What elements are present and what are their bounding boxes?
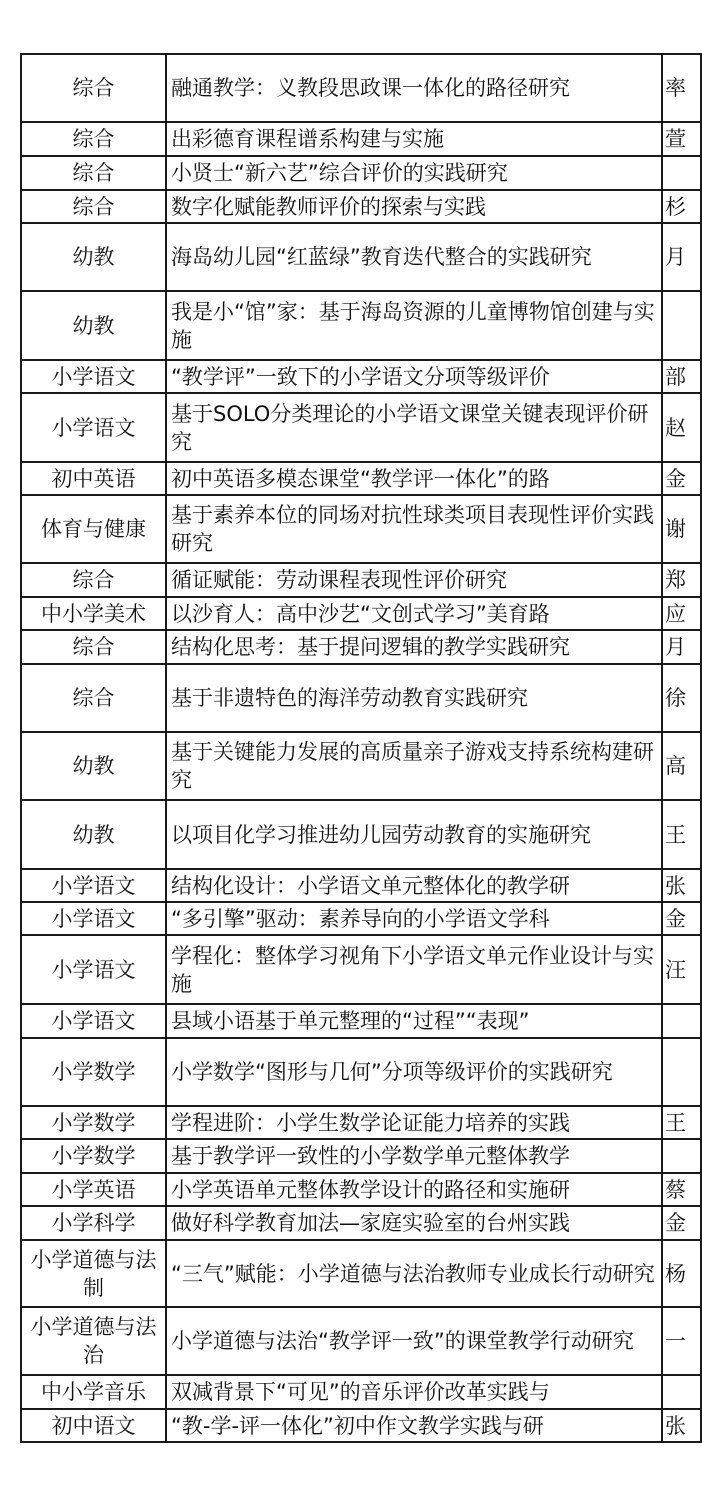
truncated-cell: 张 <box>662 869 701 902</box>
category-cell: 中小学美术 <box>21 597 166 630</box>
project-title-text: 小学道德与法治“教学评一致”的课堂教学行动研究 <box>171 1329 634 1353</box>
project-title-cell <box>166 462 662 495</box>
table-row <box>21 291 701 360</box>
project-title-cell <box>166 563 662 597</box>
table-row <box>21 1139 701 1173</box>
category-cell: 综合 <box>21 664 166 732</box>
project-title-cell <box>166 1375 662 1409</box>
table-row <box>21 1307 701 1375</box>
category-cell: 小学语文 <box>21 902 166 935</box>
table-row <box>21 190 701 223</box>
project-title-cell <box>166 1206 662 1240</box>
truncated-cell <box>662 156 701 190</box>
project-title-cell <box>166 800 662 869</box>
category-cell: 小学数学 <box>21 1106 166 1139</box>
truncated-cell: 应 <box>662 597 701 630</box>
project-title-cell <box>166 54 662 122</box>
truncated-cell <box>662 1038 701 1106</box>
table-body <box>21 54 701 1442</box>
truncated-cell: 萱 <box>662 122 701 156</box>
project-title-cell <box>166 223 662 291</box>
project-title-cell <box>166 869 662 902</box>
category-cell: 小学语文 <box>21 869 166 902</box>
truncated-cell: 赵 <box>662 393 701 462</box>
table-row <box>21 360 701 393</box>
truncated-cell: 一 <box>662 1307 701 1375</box>
project-title-text: 基于关键能力发展的高质量亲子游戏支持系统构建研究 <box>171 740 654 792</box>
project-title-text: 双减背景下“可见”的音乐评价改革实践与 <box>171 1380 550 1404</box>
category-cell: 综合 <box>21 122 166 156</box>
truncated-cell: 杉 <box>662 190 701 223</box>
table-row <box>21 1038 701 1106</box>
table-row <box>21 495 701 563</box>
table-row <box>21 1106 701 1139</box>
truncated-cell: 王 <box>662 800 701 869</box>
category-cell: 小学数学 <box>21 1139 166 1173</box>
table-row <box>21 630 701 664</box>
project-title-cell <box>166 630 662 664</box>
truncated-cell: 王 <box>662 1106 701 1139</box>
truncated-cell: 率 <box>662 54 701 122</box>
project-title-text: 以项目化学习推进幼儿园劳动教育的实施研究 <box>171 822 591 847</box>
table-row <box>21 563 701 597</box>
table-row <box>21 597 701 630</box>
table-row <box>21 732 701 800</box>
category-cell: 小学语文 <box>21 1004 166 1038</box>
truncated-cell: 张 <box>662 1409 701 1442</box>
project-title-text: 基于素养本位的同场对抗性球类项目表现性评价实践研究 <box>171 503 654 555</box>
category-cell: 综合 <box>21 190 166 223</box>
table-row <box>21 223 701 291</box>
category-cell: 小学道德与法治 <box>21 1307 166 1375</box>
table-row <box>21 122 701 156</box>
project-title-text: 循证赋能：劳动课程表现性评价研究 <box>171 568 507 592</box>
project-title-cell <box>166 1240 662 1307</box>
truncated-cell: 杨 <box>662 1240 701 1307</box>
project-title-text: 基于教学评一致性的小学数学单元整体教学 <box>171 1144 570 1168</box>
table-row <box>21 664 701 732</box>
project-title-cell <box>166 1038 662 1106</box>
project-title-cell <box>166 1409 662 1442</box>
table-row <box>21 156 701 190</box>
category-cell: 综合 <box>21 630 166 664</box>
project-title-cell <box>166 122 662 156</box>
project-title-text: 做好科学教育加法—家庭实验室的台州实践 <box>171 1211 570 1235</box>
category-cell: 小学科学 <box>21 1206 166 1240</box>
project-title-cell <box>166 291 662 360</box>
project-title-cell <box>166 935 662 1004</box>
truncated-cell <box>662 291 701 360</box>
project-title-text: 小贤士“新六艺”综合评价的实践研究 <box>171 161 508 185</box>
truncated-cell: 汪 <box>662 935 701 1004</box>
project-title-cell <box>166 664 662 732</box>
truncated-cell: 金 <box>662 1206 701 1240</box>
project-title-cell <box>166 1106 662 1139</box>
project-title-text: “三气”赋能：小学道德与法治教师专业成长行动研究 <box>171 1261 655 1286</box>
project-title-cell <box>166 495 662 563</box>
table-row <box>21 800 701 869</box>
truncated-cell <box>662 1375 701 1409</box>
table-row <box>21 393 701 462</box>
project-title-cell <box>166 732 662 800</box>
table-row <box>21 1409 701 1442</box>
truncated-cell <box>662 1004 701 1038</box>
category-cell: 小学数学 <box>21 1038 166 1106</box>
project-title-text: 海岛幼儿园“红蓝绿”教育迭代整合的实践研究 <box>171 245 592 269</box>
project-title-text: 融通教学：义教段思政课一体化的路径研究 <box>171 76 570 100</box>
project-title-text: 结构化思考：基于提问逻辑的教学实践研究 <box>171 635 570 659</box>
table-row <box>21 1173 701 1206</box>
project-title-text: 数字化赋能教师评价的探索与实践 <box>171 194 486 219</box>
category-cell: 小学语文 <box>21 935 166 1004</box>
category-cell: 初中英语 <box>21 462 166 495</box>
truncated-cell: 高 <box>662 732 701 800</box>
category-cell: 体育与健康 <box>21 495 166 563</box>
truncated-cell: 月 <box>662 630 701 664</box>
truncated-cell: 金 <box>662 462 701 495</box>
category-cell: 综合 <box>21 563 166 597</box>
project-title-cell <box>166 1173 662 1206</box>
truncated-cell: 郑 <box>662 563 701 597</box>
project-title-text: 学程化：整体学习视角下小学语文单元作业设计与实施 <box>171 943 654 996</box>
truncated-cell: 部 <box>662 360 701 393</box>
category-cell: 幼教 <box>21 732 166 800</box>
project-title-text: 县域小语基于单元整理的“过程”“表现” <box>171 1009 530 1033</box>
project-title-text: 小学数学“图形与几何”分项等级评价的实践研究 <box>171 1060 613 1084</box>
category-cell: 综合 <box>21 54 166 122</box>
category-cell: 中小学音乐 <box>21 1375 166 1409</box>
truncated-cell: 谢 <box>662 495 701 563</box>
project-title-cell <box>166 1307 662 1375</box>
project-title-cell <box>166 190 662 223</box>
category-cell: 综合 <box>21 156 166 190</box>
project-title-text: 基于SOLO分类理论的小学语文课堂关键表现评价研究 <box>171 401 649 454</box>
project-title-text: 小学英语单元整体教学设计的路径和实施研 <box>171 1177 570 1202</box>
truncated-cell <box>662 1139 701 1173</box>
category-cell: 小学道德与法制 <box>21 1240 166 1307</box>
project-title-text: 基于非遗特色的海洋劳动教育实践研究 <box>171 686 528 710</box>
project-title-text: “教-学-评一体化”初中作文教学实践与研 <box>171 1413 544 1438</box>
category-cell: 初中语文 <box>21 1409 166 1442</box>
truncated-cell: 月 <box>662 223 701 291</box>
table-row <box>21 1375 701 1409</box>
project-title-cell <box>166 902 662 935</box>
project-title-cell <box>166 1139 662 1173</box>
table-row <box>21 54 701 122</box>
truncated-cell: 蔡 <box>662 1173 701 1206</box>
category-cell: 小学语文 <box>21 360 166 393</box>
category-cell: 幼教 <box>21 291 166 360</box>
truncated-cell: 徐 <box>662 664 701 732</box>
project-title-cell <box>166 1004 662 1038</box>
project-title-text: 初中英语多模态课堂“教学评一体化”的路 <box>171 466 550 491</box>
truncated-cell: 金 <box>662 902 701 935</box>
table-row <box>21 935 701 1004</box>
project-title-text: “多引擎”驱动：素养导向的小学语文学科 <box>171 906 550 931</box>
project-title-text: 出彩德育课程谱系构建与实施 <box>171 127 444 151</box>
project-title-text: 结构化设计：小学语文单元整体化的教学研 <box>171 873 570 898</box>
project-title-text: 以沙育人：高中沙艺“文创式学习”美育路 <box>171 601 550 626</box>
project-title-cell <box>166 393 662 462</box>
table-row <box>21 1004 701 1038</box>
project-title-text: 学程进阶：小学生数学论证能力培养的实践 <box>171 1110 570 1135</box>
table-row <box>21 1240 701 1307</box>
table-row <box>21 902 701 935</box>
project-title-cell <box>166 360 662 393</box>
project-title-text: “教学评”一致下的小学语文分项等级评价 <box>171 364 550 389</box>
project-title-text: 我是小“馆”家：基于海岛资源的儿童博物馆创建与实施 <box>171 299 655 352</box>
category-cell: 小学英语 <box>21 1173 166 1206</box>
table-row <box>21 1206 701 1240</box>
category-cell: 幼教 <box>21 223 166 291</box>
project-title-cell <box>166 597 662 630</box>
category-cell: 小学语文 <box>21 393 166 462</box>
project-title-cell <box>166 156 662 190</box>
category-cell: 幼教 <box>21 800 166 869</box>
table-row <box>21 869 701 902</box>
document-table <box>20 53 702 1443</box>
table-row <box>21 462 701 495</box>
